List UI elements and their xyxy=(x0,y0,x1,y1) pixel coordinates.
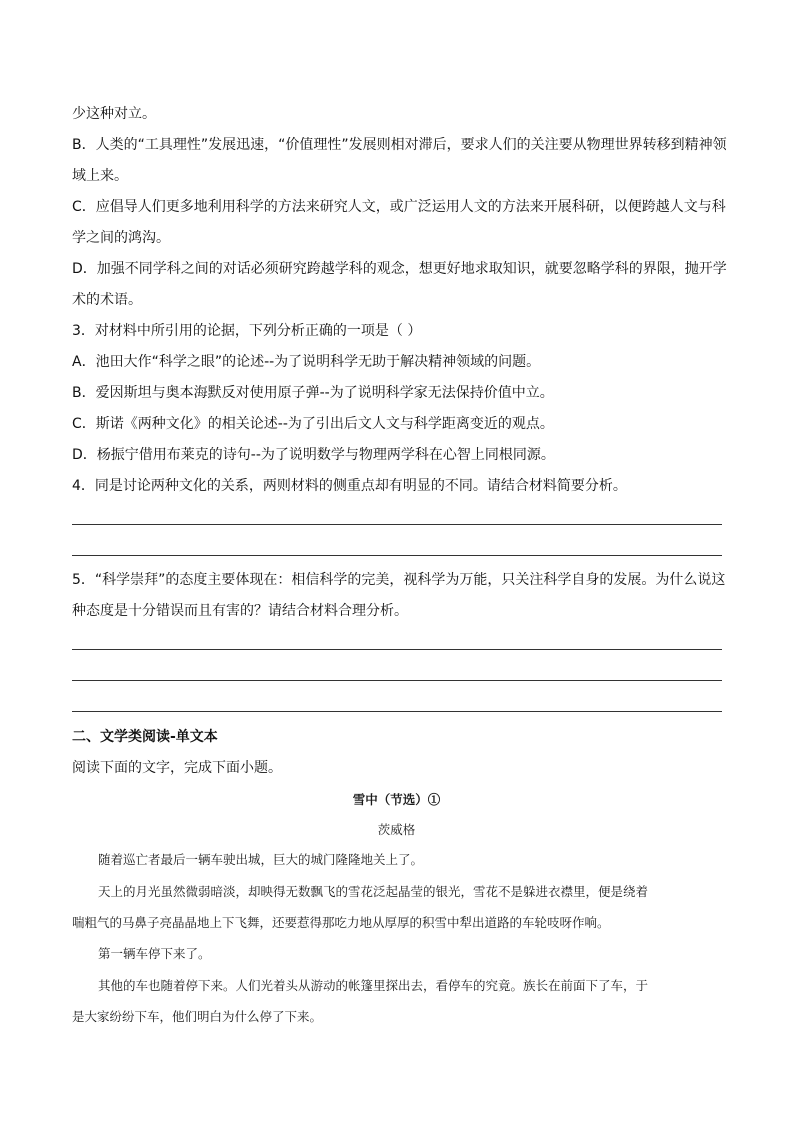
question-5-line-2: 种态度是十分错误而且有害的？请结合材料合理分析。 xyxy=(72,603,408,619)
passage-paragraph-4-line-1: 其他的车也随着停下来。人们光着头从游动的帐篷里探出去，看停车的究竟。族长在前面下了车，于 xyxy=(98,978,649,993)
option-d-line-2: 术的术语。 xyxy=(72,292,142,308)
option-b-line-2: 域上来。 xyxy=(72,168,128,184)
option-c-line-1: C．应倡导人们更多地利用科学的方法来研究人文，或广泛运用人文的方法来开展科研，以便跨越人文与科 xyxy=(72,199,726,215)
answer-line[interactable] xyxy=(72,680,722,681)
passage-paragraph-1: 随着巡亡者最后一辆车驶出城，巨大的城门隆隆地关上了。 xyxy=(98,852,424,867)
option-c-line-2: 学之间的鸿沟。 xyxy=(72,230,170,246)
passage-paragraph-2-line-2: 喘粗气的马鼻子亮晶晶地上下飞舞，还要惹得那吃力地从厚厚的积雪中犁出道路的车轮吱呀作响。 xyxy=(72,915,610,930)
option-b-line-1: B．人类的“工具理性”发展迅速，“价值理性”发展则相对滞后，要求人们的关注要从物理世界转移到精神领 xyxy=(72,137,727,153)
passage-paragraph-3: 第一辆车停下来了。 xyxy=(98,946,211,961)
answer-line[interactable] xyxy=(72,524,722,525)
section-instruction: 阅读下面的文字，完成下面小题。 xyxy=(72,760,282,776)
question-3-option-d: D．杨振宁借用布莱克的诗句--为了说明数学与物理两学科在心智上同根同源。 xyxy=(72,447,555,463)
passage-paragraph-4-line-2: 是大家纷纷下车，他们明白为什么停了下来。 xyxy=(72,1009,323,1024)
answer-line[interactable] xyxy=(72,649,722,650)
option-a-continuation: 少这种对立。 xyxy=(72,106,156,122)
question-3-option-b: B．爱因斯坦与奥本海默反对使用原子弹--为了说明科学家无法保持价值中立。 xyxy=(72,385,554,401)
question-5-line-1: 5．“科学崇拜”的态度主要体现在：相信科学的完美，视科学为万能，只关注科学自身的发展。为什么说这 xyxy=(72,572,726,588)
answer-line[interactable] xyxy=(72,711,722,712)
question-3-option-c: C．斯诺《两种文化》的相关论述--为了引出后文人文与科学距离变近的观点。 xyxy=(72,416,554,432)
answer-line[interactable] xyxy=(72,555,722,556)
section-heading: 二、文学类阅读-单文本 xyxy=(72,729,218,745)
question-4-stem: 4．同是讨论两种文化的关系，两则材料的侧重点却有明显的不同。请结合材料简要分析。 xyxy=(72,478,627,494)
passage-author: 茨威格 xyxy=(377,822,416,837)
passage-title: 雪中（节选）① xyxy=(352,792,441,807)
passage-paragraph-2-line-1: 天上的月光虽然微弱暗淡，却映得无数飘飞的雪花泛起晶莹的银光，雪花不是躲进衣襟里，便是绕着 xyxy=(98,884,649,899)
question-3-option-a: A．池田大作“科学之眼”的论述--为了说明科学无助于解决精神领域的问题。 xyxy=(72,354,541,370)
option-d-line-1: D．加强不同学科之间的对话必须研究跨越学科的观念，想更好地求取知识，就要忽略学科的界限，抛开学 xyxy=(72,261,727,277)
question-3-stem: 3．对材料中所引用的论据，下列分析正确的一项是（ ） xyxy=(72,323,422,339)
